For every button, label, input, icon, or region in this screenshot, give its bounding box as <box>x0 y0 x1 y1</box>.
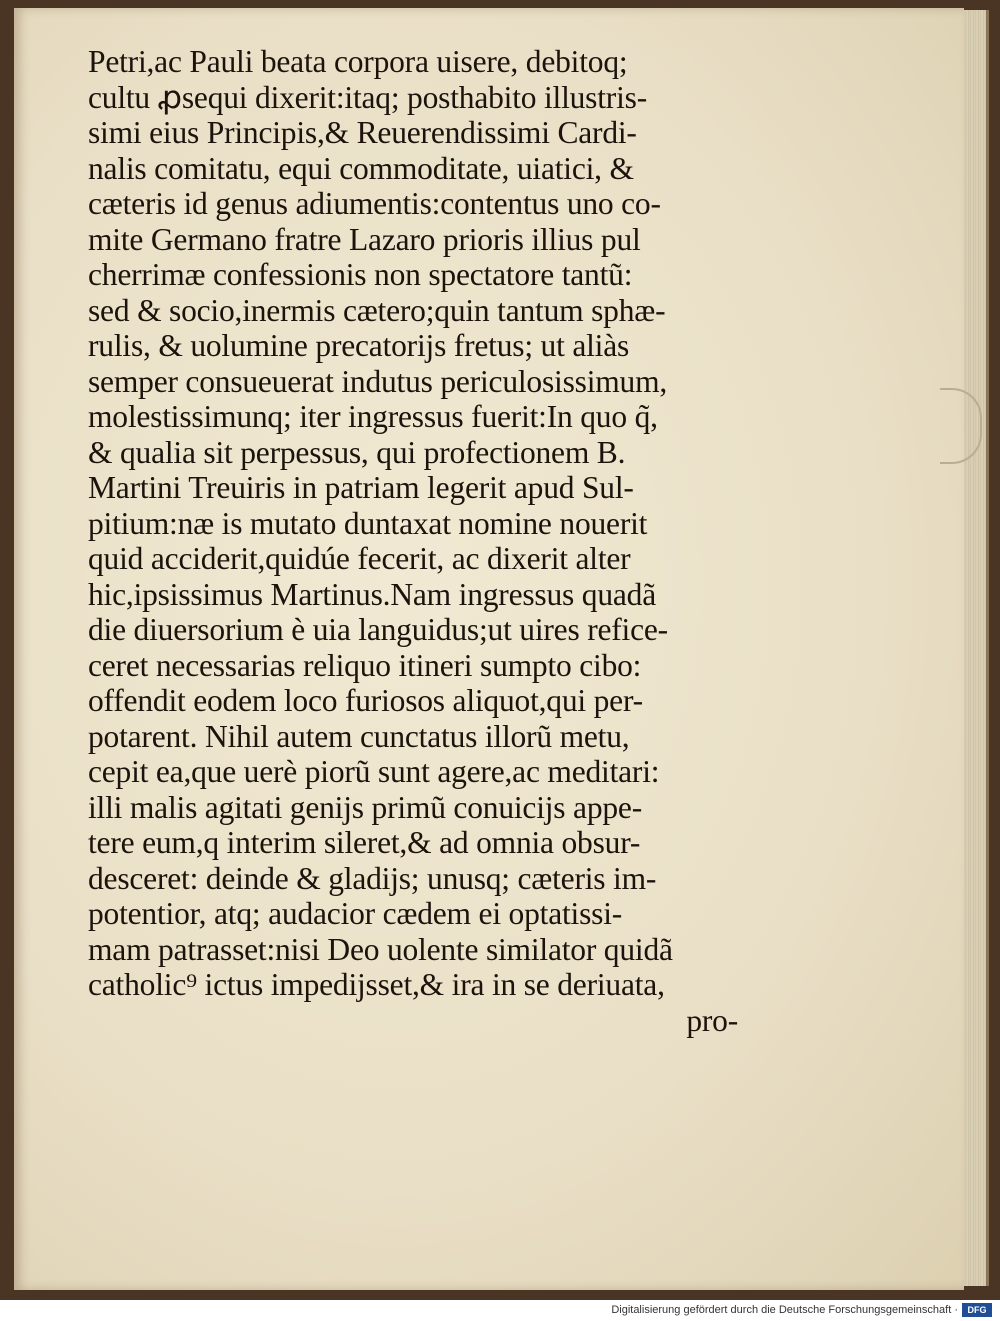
text-line: sed & socio,inermis cætero;quin tantum sphæ- <box>88 292 666 328</box>
text-line: potentior, atq; audacior cædem ei optatissi- <box>88 896 623 931</box>
catchword: pro- <box>686 1002 738 1038</box>
text-line: desceret: deinde & gladijs; unusq; cæteris im- <box>88 860 657 896</box>
text-line: offendit eodem loco furiosos aliquot,qui per- <box>88 683 643 718</box>
text-line: quid acciderit,quidúe fecerit, ac dixerit alter <box>88 541 631 576</box>
text-line: catholic⁹ ictus impedijsset,& ira in se deriuata, <box>88 967 665 1002</box>
text-line: cepit ea,que uerè piorũ sunt agere,ac meditari: <box>88 754 660 789</box>
text-line: cultu ꝓsequi dixerit:itaq; posthabito illustris- <box>88 79 647 115</box>
text-line: Petri,ac Pauli beata corpora uisere, debitoq; <box>88 44 628 79</box>
text-line: tere eum,q interim sileret,& ad omnia obsur- <box>88 825 641 860</box>
digitization-footer <box>0 1300 1000 1321</box>
text-line: mam patrasset:nisi Deo uolente similator quidã <box>88 931 673 967</box>
page-edges <box>964 10 989 1286</box>
text-line: hic,ipsissimus Martinus.Nam ingressus quadã <box>88 576 656 612</box>
dfg-logo-icon: DFG <box>962 1303 992 1317</box>
text-line: die diuersorium è uia languidus;ut uires refice- <box>88 612 668 647</box>
text-line: cherrimæ confessionis non spectatore tantũ: <box>88 257 633 292</box>
text-line: Martini Treuiris in patriam legerit apud Sul- <box>88 470 634 505</box>
text-line: cæteris id genus adiumentis:contentus uno co- <box>88 186 661 221</box>
text-line: illi malis agitati genijs primũ conuicijs appe- <box>88 789 642 825</box>
text-line: ceret necessarias reliquo itineri sumpto cibo: <box>88 647 642 683</box>
text-line: simi eius Principis,& Reuerendissimi Cardi- <box>88 115 637 150</box>
text-line: & qualia sit perpessus, qui profectionem B. <box>88 434 626 470</box>
text-line: rulis, & uolumine precatorijs fretus; ut aliàs <box>88 328 630 363</box>
latin-text-block <box>88 44 758 1038</box>
text-line: pitium:næ is mutato duntaxat nomine nouerit <box>88 505 648 541</box>
text-line: molestissimunq; iter ingressus fuerit:In quo q̃, <box>88 399 658 434</box>
text-line: semper consueuerat indutus periculosissimum, <box>88 363 668 399</box>
text-line: potarent. Nihil autem cunctatus illorũ metu, <box>88 718 630 754</box>
text-line: nalis comitatu, equi commoditate, uiatici, & <box>88 150 634 186</box>
funding-credit: Digitalisierung gefördert durch die Deutsche Forschungsgemeinschaft · <box>611 1304 958 1316</box>
text-line: mite Germano fratre Lazaro prioris illius pul <box>88 221 641 257</box>
